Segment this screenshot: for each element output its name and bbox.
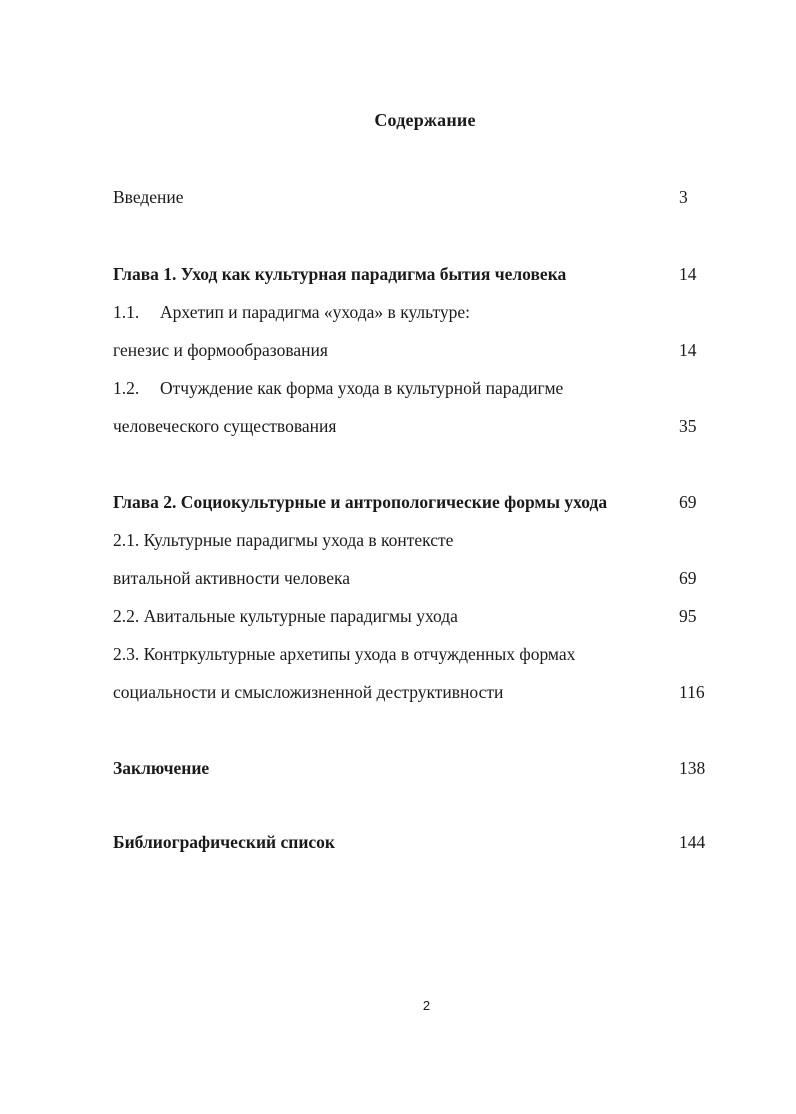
toc-entry-intro (113, 185, 713, 209)
toc-label: социальности и смысложизненной деструктивности (113, 682, 504, 702)
toc-section-number: 1.1. (113, 302, 140, 322)
toc-page-number: 116 (679, 682, 705, 702)
toc-label: Отчуждение как форма ухода в культурной парадигме (160, 378, 564, 398)
toc-page-number: 95 (679, 606, 697, 626)
toc-label: человеческого существования (113, 416, 337, 436)
toc-page-number: 3 (679, 187, 688, 207)
toc-label: Глава 2. Социокультурные и антропологические формы ухода (113, 492, 608, 512)
toc-label: Архетип и парадигма «ухода» в культуре: (160, 302, 471, 322)
toc-entry-conclusion (113, 756, 713, 780)
page-title: Содержание (374, 110, 476, 130)
toc-page-number: 14 (679, 264, 697, 284)
toc-page-number: 35 (679, 416, 697, 436)
toc-label: Заключение (113, 758, 210, 778)
toc-entry-section-1-1-cont (113, 338, 713, 362)
page-number-footer: 2 (422, 998, 431, 1013)
toc-label: Глава 1. Уход как культурная парадигма бытия человека (113, 264, 567, 284)
toc-label: 2.3. Контркультурные архетипы ухода в отчужденных формах (113, 644, 576, 664)
toc-entry-section-2-2 (113, 604, 713, 628)
toc-entry-section-2-1 (113, 528, 713, 552)
toc-label: Введение (113, 187, 184, 207)
toc-entry-chapter-1 (113, 262, 713, 286)
toc-label: Библиографический список (113, 832, 336, 852)
toc-label: витальной активности человека (113, 568, 350, 588)
toc-page-number: 69 (679, 492, 697, 512)
toc-page-number: 14 (679, 340, 697, 360)
toc-entry-section-1-2 (113, 376, 713, 400)
toc-label: 2.2. Авитальные культурные парадигмы ухода (113, 606, 458, 626)
toc-section-number: 1.2. (113, 378, 140, 398)
toc-entry-section-2-3 (113, 642, 713, 666)
toc-entry-section-1-2-cont (113, 414, 713, 438)
toc-entry-chapter-2 (113, 490, 713, 514)
toc-entry-section-2-3-cont (113, 680, 713, 704)
toc-entry-section-1-1 (113, 300, 713, 324)
toc-entry-bibliography (113, 830, 713, 854)
toc-entry-section-2-1-cont (113, 566, 713, 590)
toc-label: 2.1. Культурные парадигмы ухода в контексте (113, 530, 454, 550)
toc-page-number: 144 (679, 832, 706, 852)
toc-page-number: 69 (679, 568, 697, 588)
toc-label: генезис и формообразования (113, 340, 328, 360)
toc-page-number: 138 (679, 758, 706, 778)
